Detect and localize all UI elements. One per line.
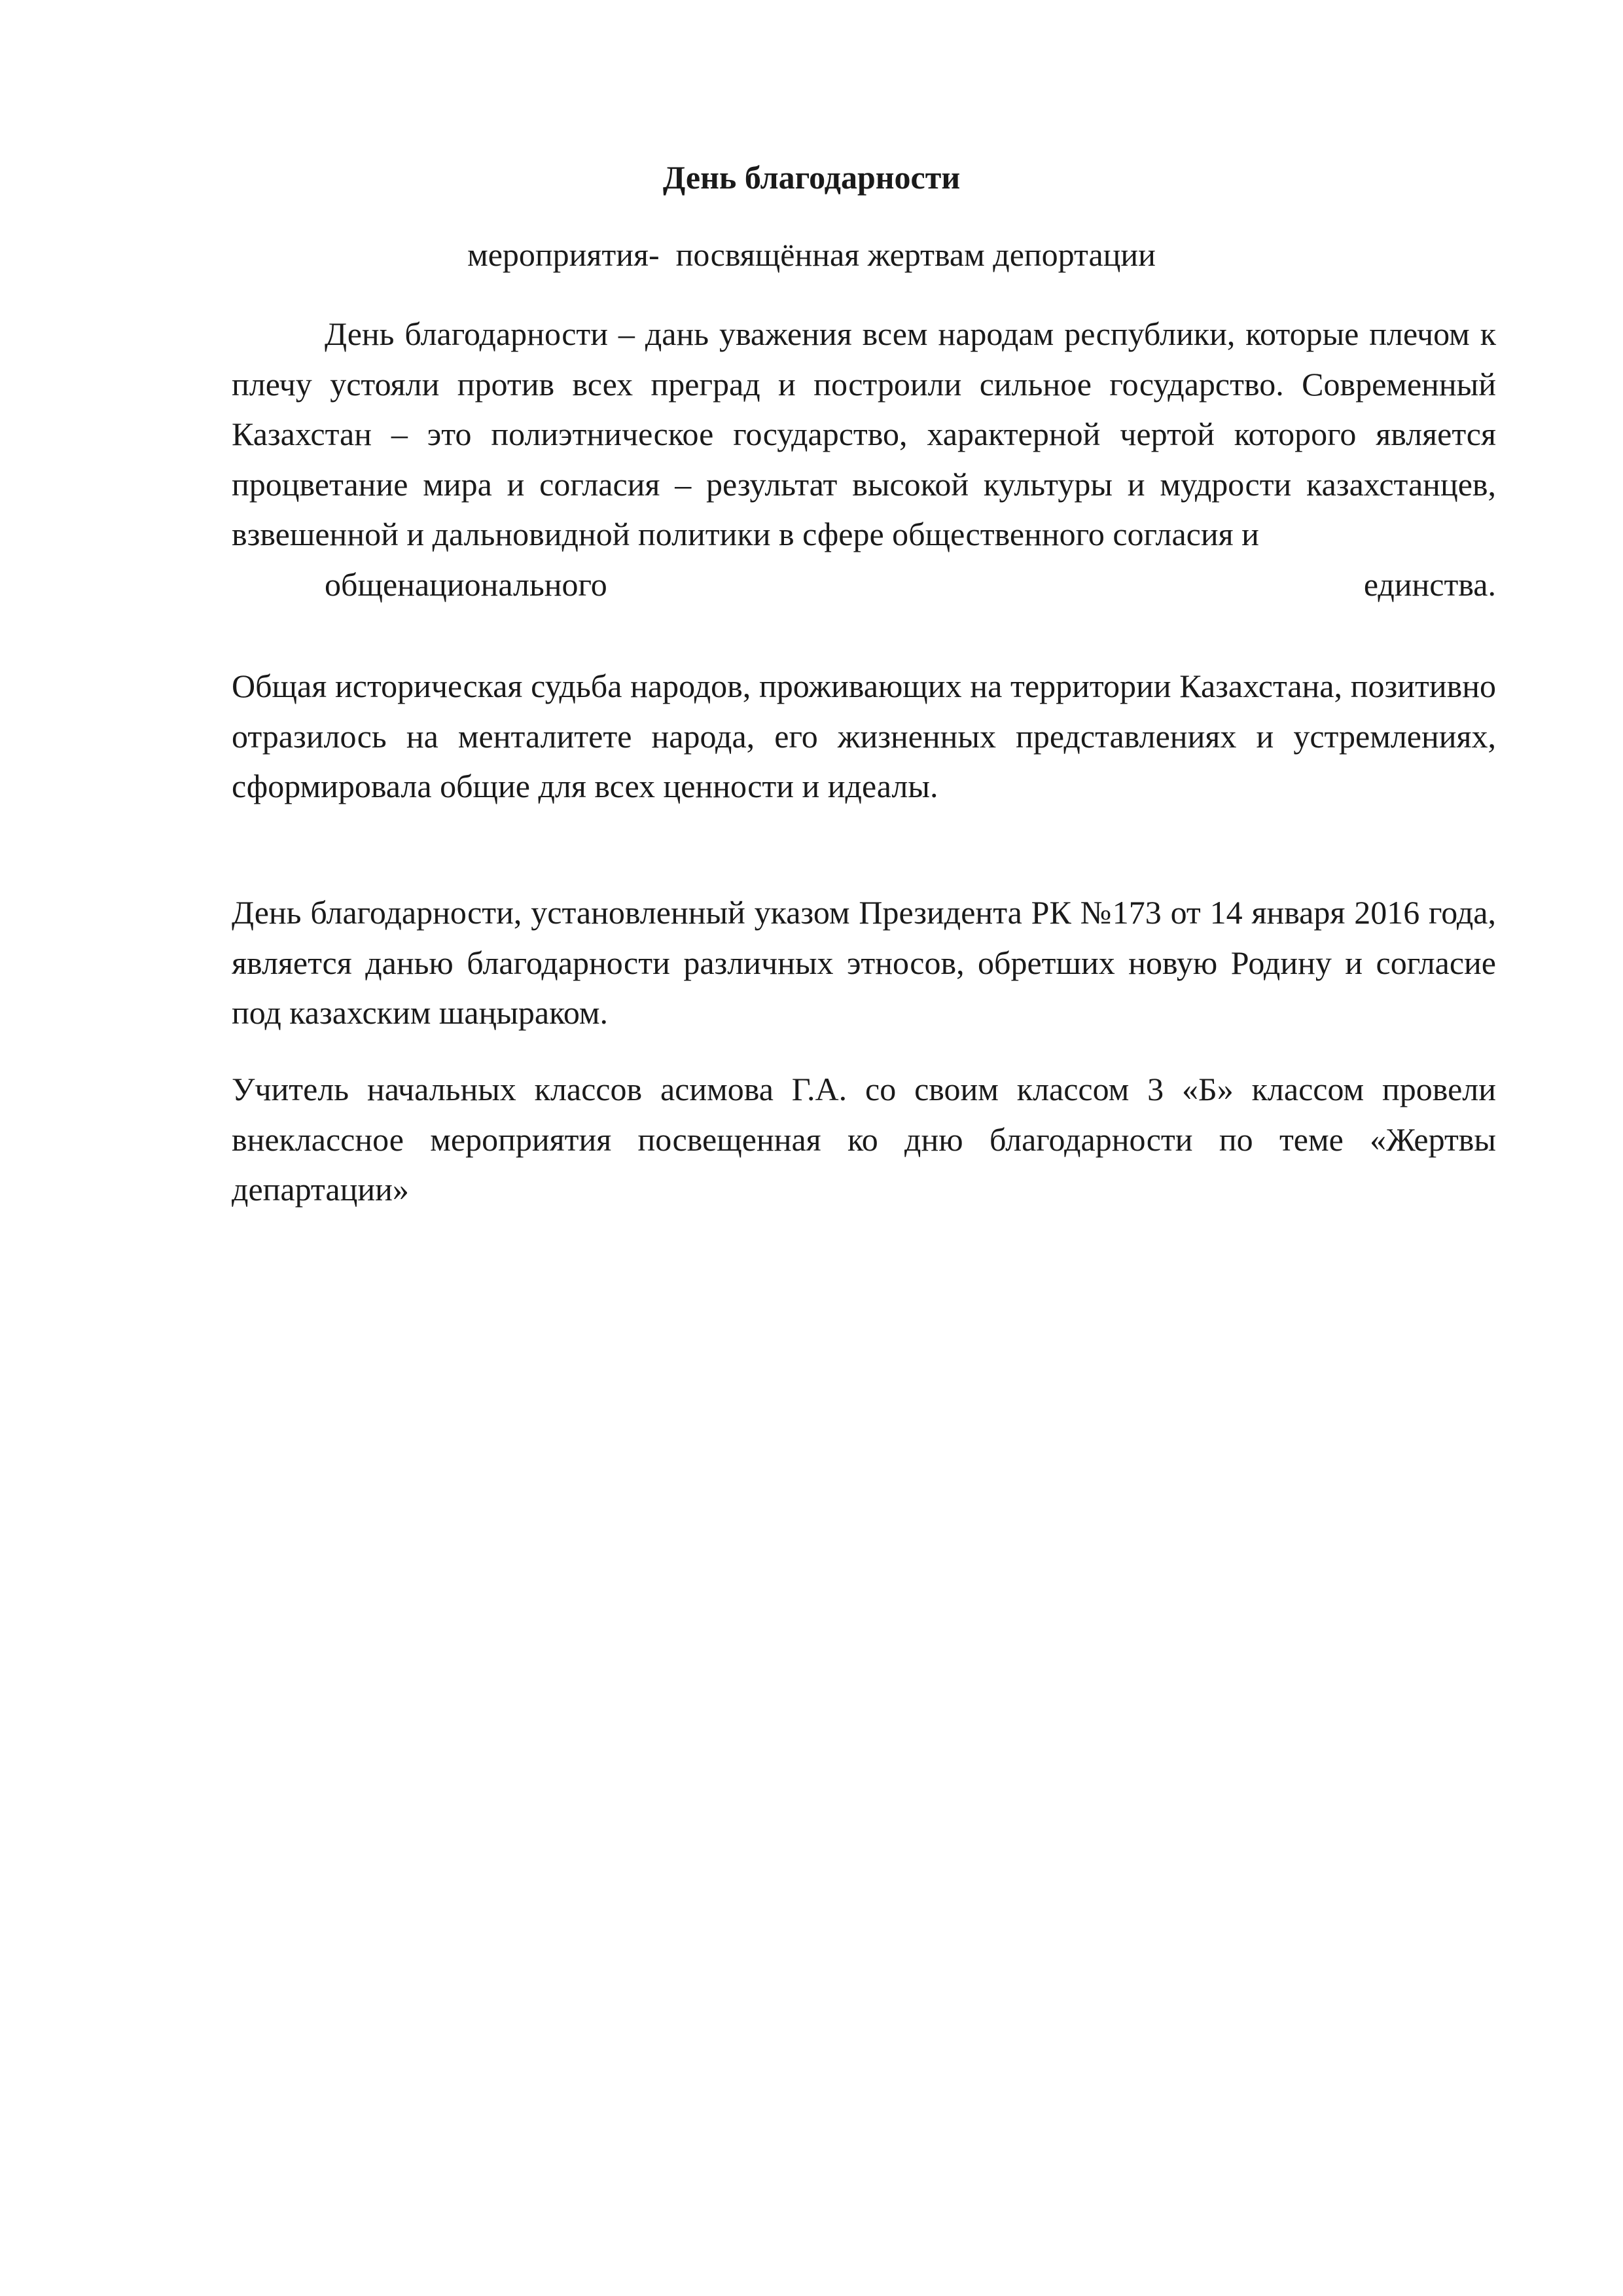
document-title: День благодарности: [662, 159, 961, 196]
paragraph-history: Общая историческая судьба народов, проживающих на территории Казахстана, позитивно отразилось на менталитете народа, его жизненных представлениях и устремлениях, сформировала общие для всех ценности и идеалы.: [232, 668, 1496, 804]
paragraph-decree: День благодарности, установленный указом Президента РК №173 от 14 января 2016 года, является данью благодарности различных этносов, обретших новую Родину и согласие под казахским шаңыраком.: [232, 894, 1496, 1031]
paragraph-intro-last-line: [232, 560, 1496, 610]
paragraph-intro: [232, 309, 1496, 609]
paragraph-intro-last-right: единства.: [1363, 565, 1496, 603]
paragraph-intro-last-left: общенационального: [325, 565, 607, 603]
paragraph-intro-text: День благодарности – дань уважения всем народам республики, которые плечом к плечу устояли против всех преград и построили сильное государство. Современный Казахстан – это полиэтническое государство, характерной чертой которого является процветание мира и согласия – результат высокой культуры и мудрости казахстанцев, взвешенной и дальновидной политики в сфере общественного согласия и: [232, 315, 1496, 552]
paragraph-teacher: Учитель начальных классов асимова Г.А. со своим классом 3 «Б» классом провели внеклассное мероприятия посвещенная ко дню благодарности по теме «Жертвы департации»: [232, 1071, 1496, 1208]
document-subtitle: мероприятия- посвящённая жертвам депортации: [467, 236, 1156, 273]
